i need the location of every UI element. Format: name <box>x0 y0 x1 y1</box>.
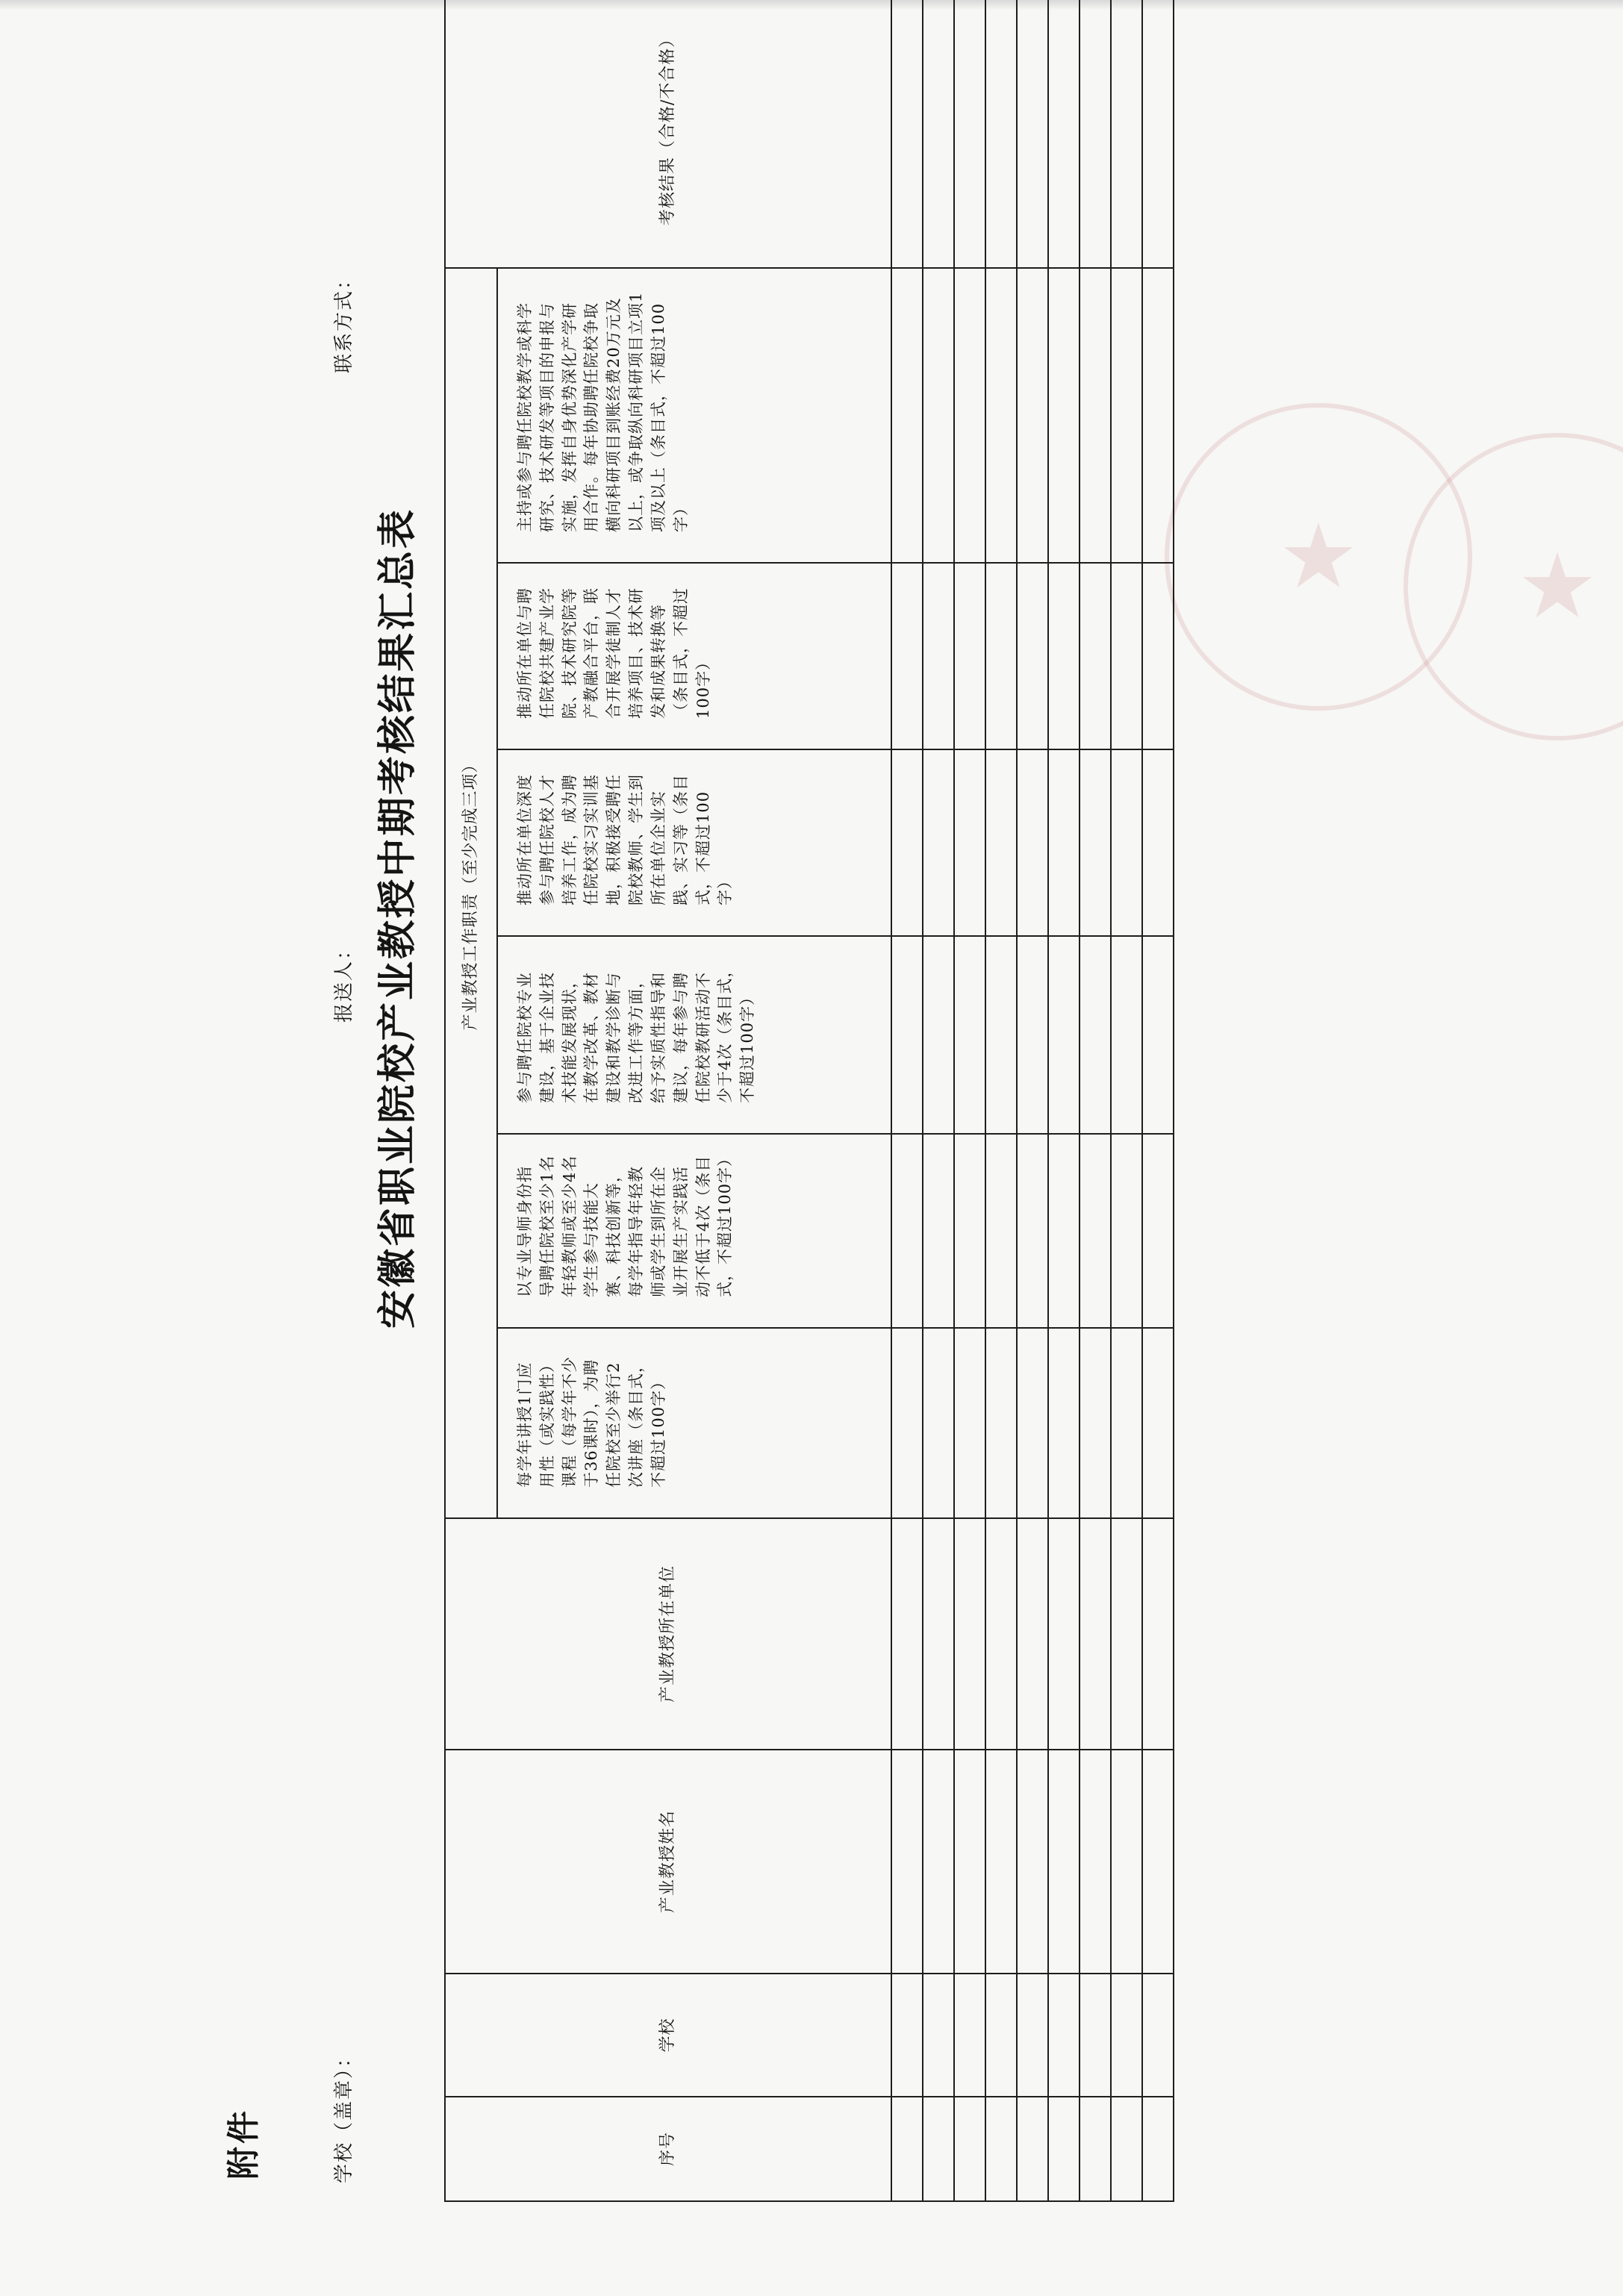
duty-platform-building: 推动所在单位与聘任院校共建产业学院、技术研究院等产教融合平台，联合开展学徒制人才培养项目、技术研发和成果转换等（条目式，不超过100字） <box>497 563 891 749</box>
header-assessment-result: 考核结果（合格/不合格） <box>445 0 891 268</box>
cell-result <box>1111 0 1142 268</box>
cell-result <box>985 0 1017 268</box>
cell-duty-2 <box>1142 1134 1174 1328</box>
cell-seq <box>1142 2097 1174 2201</box>
cell-duty-5 <box>1111 563 1142 749</box>
cell-result <box>891 0 923 268</box>
cell-school <box>891 1974 923 2097</box>
cell-duty-2 <box>1017 1134 1048 1328</box>
cell-school <box>1048 1974 1080 2097</box>
header-professor-name: 产业教授姓名 <box>445 1750 891 1974</box>
cell-professor-unit <box>1048 1518 1080 1750</box>
table-row <box>923 0 954 2201</box>
cell-duty-1 <box>985 1328 1017 1518</box>
cell-duty-4 <box>1142 749 1174 936</box>
cell-duty-1 <box>954 1328 985 1518</box>
cell-duty-6 <box>923 268 954 563</box>
cell-duty-3 <box>1142 936 1174 1134</box>
cell-duty-3 <box>1048 936 1080 1134</box>
cell-duty-2 <box>891 1134 923 1328</box>
cell-professor-unit <box>1080 1518 1111 1750</box>
cell-duty-5 <box>1080 563 1111 749</box>
contact-field-label: 联系方式： <box>333 268 355 373</box>
cell-duty-6 <box>1080 268 1111 563</box>
cell-duty-1 <box>1142 1328 1174 1518</box>
cell-professor-name <box>1111 1750 1142 1974</box>
cell-result <box>1017 0 1048 268</box>
cell-duty-3 <box>1111 936 1142 1134</box>
cell-seq <box>923 2097 954 2201</box>
cell-duty-1 <box>1017 1328 1048 1518</box>
cell-duty-4 <box>1048 749 1080 936</box>
cell-duty-5 <box>1142 563 1174 749</box>
cell-duty-5 <box>1017 563 1048 749</box>
cell-duty-3 <box>1080 936 1111 1134</box>
cell-duty-6 <box>1048 268 1080 563</box>
cell-duty-4 <box>1017 749 1048 936</box>
cell-professor-unit <box>985 1518 1017 1750</box>
cell-school <box>1017 1974 1048 2097</box>
cell-seq <box>891 2097 923 2201</box>
cell-duty-5 <box>985 563 1017 749</box>
cell-result <box>1080 0 1111 268</box>
cell-professor-unit <box>954 1518 985 1750</box>
cell-seq <box>1111 2097 1142 2201</box>
duty-teaching-lectures: 每学年讲授1门应用性（或实践性）课程（每学年不少于36课时），为聘任院校至少举行2次讲座（条目式，不超过100字） <box>497 1328 891 1518</box>
cell-result <box>1142 0 1174 268</box>
cell-duty-1 <box>891 1328 923 1518</box>
cell-seq <box>1048 2097 1080 2201</box>
cell-seq <box>985 2097 1017 2201</box>
cell-school <box>985 1974 1017 2097</box>
stamp-seal-image: ★ <box>1404 433 1623 740</box>
cell-duty-6 <box>954 268 985 563</box>
cell-duty-4 <box>1080 749 1111 936</box>
header-school: 学校 <box>445 1974 891 2097</box>
cell-school <box>923 1974 954 2097</box>
cell-professor-name <box>1080 1750 1111 1974</box>
attachment-label: 附件 <box>225 2108 263 2180</box>
cell-professor-name <box>1048 1750 1080 1974</box>
cell-duty-4 <box>923 749 954 936</box>
duty-program-development: 参与聘任院校专业建设，基于企业技术技能发展现状，在教学改革、教材建设和教学诊断与改进工作等方面，给予实质性指导和建议，每年参与聘任院校教研活动不少于4次（条目式，不超过100字） <box>497 936 891 1134</box>
cell-duty-1 <box>1111 1328 1142 1518</box>
assessment-summary-table <box>444 0 1174 2202</box>
document-title: 安徽省职业院校产业教授中期考核结果汇总表 <box>376 508 420 1329</box>
cell-duty-3 <box>891 936 923 1134</box>
cell-seq <box>1017 2097 1048 2201</box>
cell-professor-name <box>1017 1750 1048 1974</box>
cell-professor-unit <box>1111 1518 1142 1750</box>
cell-duty-2 <box>1080 1134 1111 1328</box>
cell-duty-2 <box>954 1134 985 1328</box>
rotated-document-page <box>216 30 1157 2209</box>
duty-talent-cultivation: 推动所在单位深度参与聘任院校人才培养工作，成为聘任院校实习实训基地，积极接受聘任院校教师、学生到所在单位企业实践、实习等（条目式，不超过100字） <box>497 749 891 936</box>
cell-duty-2 <box>1111 1134 1142 1328</box>
cell-duty-4 <box>891 749 923 936</box>
cell-duty-3 <box>954 936 985 1134</box>
cell-professor-unit <box>1142 1518 1174 1750</box>
cell-duty-6 <box>891 268 923 563</box>
table-row <box>1017 0 1048 2201</box>
table-row <box>954 0 985 2201</box>
table-row <box>1111 0 1142 2201</box>
cell-duty-6 <box>1017 268 1048 563</box>
cell-duty-6 <box>1142 268 1174 563</box>
cell-result <box>1048 0 1080 268</box>
cell-duty-2 <box>1048 1134 1080 1328</box>
header-seq: 序号 <box>445 2097 891 2201</box>
cell-seq <box>1080 2097 1111 2201</box>
cell-duty-1 <box>1048 1328 1080 1518</box>
cell-professor-name <box>891 1750 923 1974</box>
cell-school <box>1142 1974 1174 2097</box>
cell-duty-1 <box>923 1328 954 1518</box>
duty-mentoring: 以专业导师身份指导聘任院校至少1名年轻教师或至少4名学生参与技能大赛、科技创新等，每学年指导年轻教师或学生到所在企业开展生产实践活动不低于4次（条目式，不超过100字） <box>497 1134 891 1328</box>
cell-professor-unit <box>891 1518 923 1750</box>
cell-duty-5 <box>923 563 954 749</box>
cell-seq <box>954 2097 985 2201</box>
header-professor-unit: 产业教授所在单位 <box>445 1518 891 1750</box>
cell-duty-3 <box>923 936 954 1134</box>
cell-professor-unit <box>1017 1518 1048 1750</box>
cell-duty-6 <box>985 268 1017 563</box>
header-duties-group: 产业教授工作职责（至少完成三项） <box>445 268 497 1518</box>
cell-school <box>1080 1974 1111 2097</box>
stamp-seal-image: ★ <box>1165 403 1472 711</box>
table-body <box>891 0 1174 2201</box>
table-row <box>1142 0 1174 2201</box>
cell-professor-name <box>954 1750 985 1974</box>
cell-duty-3 <box>1017 936 1048 1134</box>
cell-duty-4 <box>1111 749 1142 936</box>
cell-professor-name <box>923 1750 954 1974</box>
table-row <box>1080 0 1111 2201</box>
duty-research-projects: 主持或参与聘任院校教学或科学研究、技术研发等项目的申报与实施，发挥自身优势深化产学研用合作。每年协助聘任院校争取横向科研项目到账经费20万元及以上，或争取纵向科研项目立项1项及以上（条目式，不超过100字） <box>497 268 891 563</box>
cell-school <box>1111 1974 1142 2097</box>
cell-professor-name <box>1142 1750 1174 1974</box>
cell-duty-3 <box>985 936 1017 1134</box>
cell-duty-5 <box>891 563 923 749</box>
table-row <box>891 0 923 2201</box>
cell-school <box>954 1974 985 2097</box>
cell-duty-4 <box>985 749 1017 936</box>
cell-duty-5 <box>1048 563 1080 749</box>
table-row <box>1048 0 1080 2201</box>
cell-result <box>923 0 954 268</box>
cell-duty-5 <box>954 563 985 749</box>
cell-result <box>954 0 985 268</box>
table-row <box>985 0 1017 2201</box>
cell-professor-name <box>985 1750 1017 1974</box>
cell-duty-4 <box>954 749 985 936</box>
cell-duty-1 <box>1080 1328 1111 1518</box>
cell-professor-unit <box>923 1518 954 1750</box>
cell-duty-2 <box>985 1134 1017 1328</box>
cell-duty-2 <box>923 1134 954 1328</box>
cell-duty-6 <box>1111 268 1142 563</box>
reporter-field-label: 报送人： <box>333 938 355 1023</box>
school-stamp-field-label: 学校（盖章）： <box>333 2046 355 2183</box>
